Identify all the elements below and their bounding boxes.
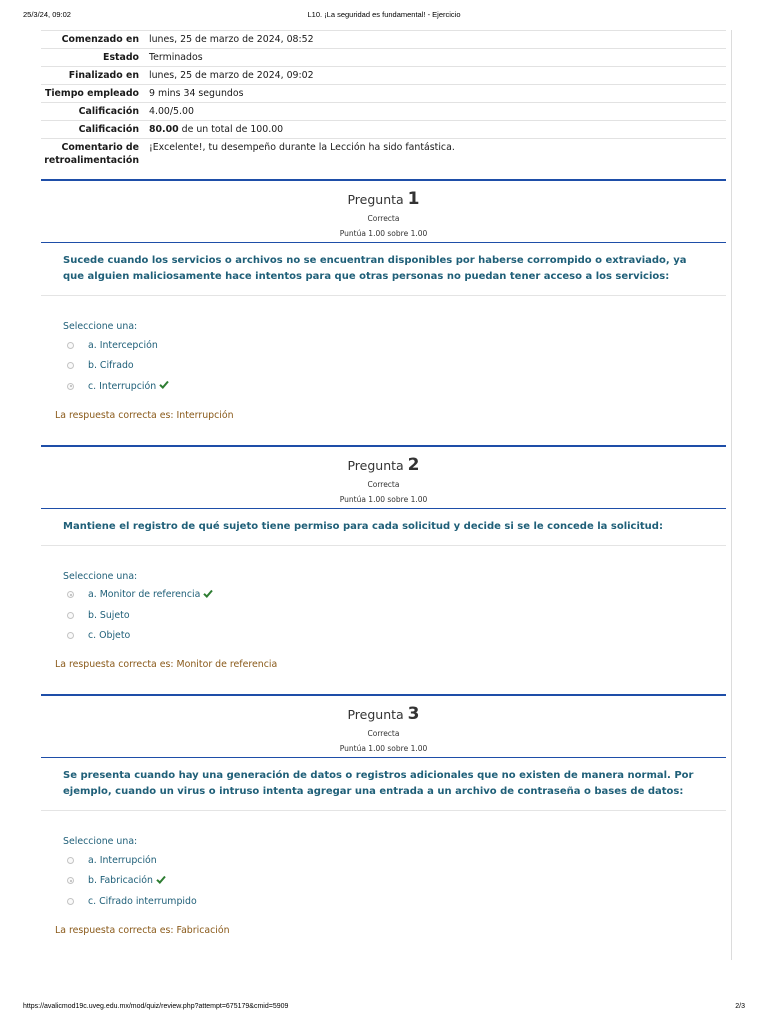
select-one-prompt: Seleccione una: [63, 836, 138, 847]
print-footer [23, 1003, 745, 1015]
answer-option-b[interactable] [63, 871, 704, 892]
question-info [41, 694, 726, 758]
answer-option-a[interactable] [63, 850, 704, 871]
answer-label: a. Monitor de referencia [88, 589, 201, 601]
summary-value: lunes, 25 de marzo de 2024, 08:52 [149, 34, 314, 45]
summary-label: Estado [103, 52, 139, 63]
summary-row-started [41, 31, 726, 49]
summary-label [41, 139, 145, 170]
question-2 [41, 445, 726, 671]
select-one-prompt: Seleccione una: [63, 570, 138, 582]
answer-option-c[interactable] [63, 891, 704, 912]
print-page-number: 2/3 [735, 1003, 745, 1010]
print-header [23, 10, 745, 22]
question-text: Sucede cuando los servicios o archivos no se encuentran disponibles por haberse corrompido o extraviado, ya que alguien maliciosamente hace intentos para que otras personas no puedan tener acceso a los servicios: [41, 243, 726, 296]
summary-row-feedback [41, 139, 726, 170]
summary-label: Calificación [78, 106, 139, 117]
quiz-review-content [41, 30, 726, 960]
answer-label: b. Cifrado [88, 360, 134, 372]
question-grade: Puntúa 1.00 sobre 1.00 [339, 744, 428, 753]
answer-option-b[interactable] [63, 356, 704, 377]
question-state: Correcta [367, 214, 400, 223]
answer-list [41, 582, 726, 647]
summary-value: 4.00/5.00 [149, 106, 194, 117]
summary-row-state [41, 49, 726, 67]
question-text: Se presenta cuando hay una generación de datos o registros adicionales que no existen de manera normal. Por ejemplo, cuando un virus o intruso intenta agregar una entrada a un archivo de contraseña o bases de datos: [41, 758, 726, 811]
print-url: https://avalicmod19c.uveg.edu.mx/mod/quiz/review.php?attempt=675179&cmid=5909 [23, 1003, 289, 1010]
answer-list [41, 332, 726, 397]
feedback-label-line1: Comentario de [61, 142, 139, 153]
radio-icon[interactable] [67, 898, 74, 905]
question-grade: Puntúa 1.00 sobre 1.00 [339, 229, 428, 238]
answer-label: b. Sujeto [88, 609, 130, 621]
answer-option-c[interactable] [63, 376, 704, 397]
question-info [41, 445, 726, 509]
question-info [41, 179, 726, 243]
check-icon [156, 875, 166, 887]
question-1 [41, 179, 726, 421]
summary-row-marks [41, 103, 726, 121]
answer-option-a[interactable] [63, 335, 704, 356]
summary-value: Terminados [149, 52, 203, 63]
grade-value: 80.00 [149, 124, 179, 135]
question-text: Mantiene el registro de qué sujeto tiene permiso para cada solicitud y decide si se le concede la solicitud: [41, 509, 726, 546]
question-label: Pregunta [347, 707, 404, 722]
answer-label: a. Intercepción [88, 339, 158, 351]
question-title [41, 455, 726, 476]
answer-option-b[interactable] [63, 605, 704, 626]
attempt-summary-table [41, 30, 726, 169]
summary-value: ¡Excelente!, tu desempeño durante la Lección ha sido fantástica. [149, 142, 455, 153]
correct-answer-feedback: La respuesta correcta es: Monitor de referencia [55, 659, 278, 670]
summary-label: Comenzado en [61, 34, 139, 45]
question-label: Pregunta [347, 457, 404, 473]
radio-icon[interactable] [67, 877, 74, 884]
summary-label: Calificación [78, 124, 139, 135]
select-one-prompt: Seleccione una: [63, 321, 138, 332]
question-3 [41, 694, 726, 936]
radio-icon[interactable] [67, 612, 74, 619]
print-title: L10. ¡La seguridad es fundamental! - Ejercicio [307, 10, 461, 19]
question-grade: Puntúa 1.00 sobre 1.00 [339, 494, 428, 504]
question-label: Pregunta [347, 192, 404, 207]
check-icon [203, 589, 213, 601]
question-number: 1 [407, 189, 420, 209]
summary-row-time-taken [41, 85, 726, 103]
answer-label: c. Objeto [88, 630, 131, 642]
feedback-label-line2: retroalimentación [44, 155, 139, 166]
radio-icon[interactable] [67, 632, 74, 639]
summary-label: Finalizado en [68, 70, 139, 81]
question-number: 3 [407, 704, 420, 724]
radio-icon[interactable] [67, 342, 74, 349]
question-title [41, 704, 726, 725]
question-number: 2 [407, 454, 420, 475]
question-state: Correcta [367, 479, 400, 489]
radio-icon[interactable] [67, 383, 74, 390]
question-state: Correcta [367, 729, 400, 738]
answer-label: a. Interrupción [88, 854, 157, 866]
correct-answer-feedback: La respuesta correcta es: Fabricación [55, 924, 230, 936]
summary-row-grade [41, 121, 726, 139]
grade-total: de un total de 100.00 [178, 124, 284, 135]
question-title [41, 189, 726, 210]
summary-value: lunes, 25 de marzo de 2024, 09:02 [149, 70, 314, 81]
check-icon [159, 380, 169, 392]
answer-label: c. Interrupción [88, 380, 157, 392]
correct-answer-feedback: La respuesta correcta es: Interrupción [55, 409, 234, 421]
radio-icon[interactable] [67, 591, 74, 598]
summary-value: 9 mins 34 segundos [149, 88, 244, 99]
answer-label: c. Cifrado interrumpido [88, 895, 197, 907]
radio-icon[interactable] [67, 857, 74, 864]
radio-icon[interactable] [67, 362, 74, 369]
answer-option-c[interactable] [63, 626, 704, 647]
content-right-border [731, 30, 732, 960]
summary-label: Tiempo empleado [44, 88, 139, 99]
answer-list [41, 847, 726, 912]
print-datetime: 25/3/24, 09:02 [23, 10, 71, 19]
answer-option-a[interactable] [63, 585, 704, 606]
summary-value [145, 121, 726, 139]
answer-label: b. Fabricación [88, 875, 153, 887]
summary-row-finished [41, 67, 726, 85]
